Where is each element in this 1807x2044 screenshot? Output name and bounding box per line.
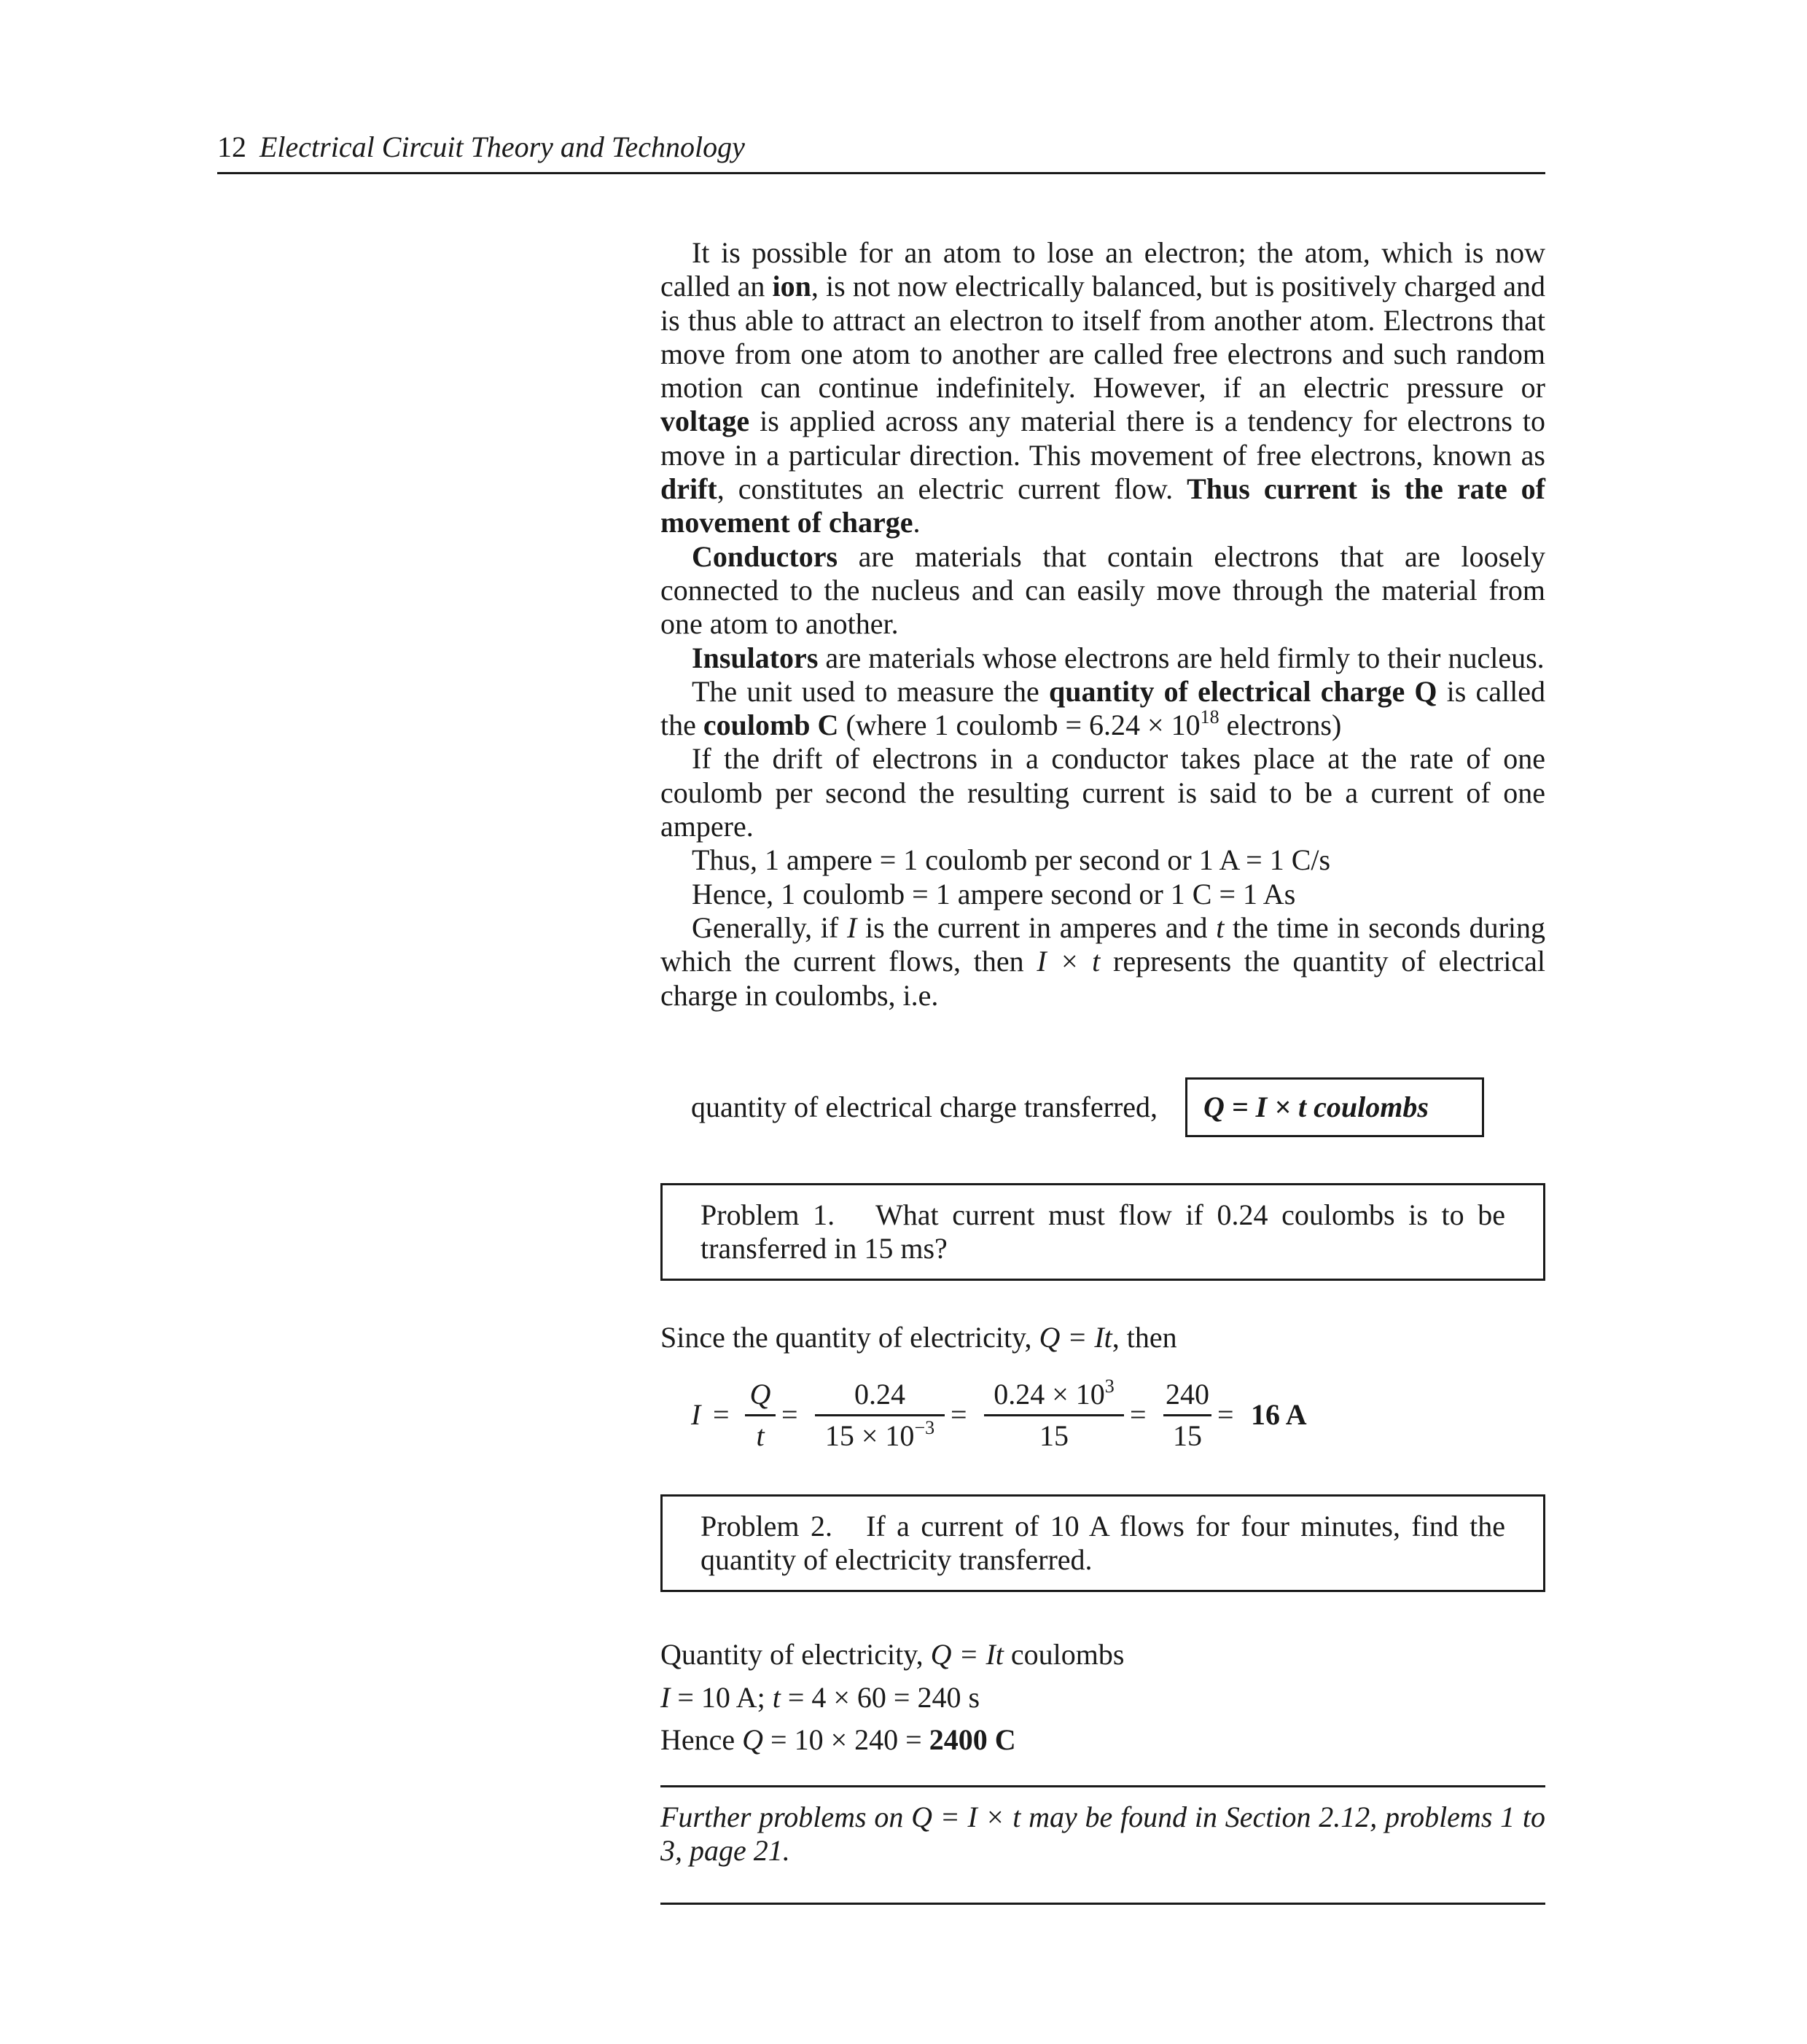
problem-1-box: [660, 1183, 1545, 1281]
paragraph-ampere: If the drift of electrons in a conductor takes place at the rate of one coulomb per second the resulting current is said to be a current of one ampere.: [660, 742, 1545, 843]
further-bottom-rule: [660, 1903, 1545, 1905]
solution-2-line-3: Hence Q = 10 × 240 = 2400 C: [660, 1723, 1016, 1756]
charge-formula: [691, 1077, 1566, 1143]
header-rule: [217, 172, 1545, 174]
problem-1-text: What current must flow if 0.24 coulombs is to be transferred in 15 ms?: [700, 1198, 1505, 1265]
running-header: [217, 130, 1544, 165]
further-problems-note: Further problems on Q = I × t may be found in Section 2.12, problems 1 to 3, page 21.: [660, 1801, 1545, 1867]
eq-result: 16 A: [1251, 1398, 1307, 1431]
solution-2-line-2: I = 10 A; t = 4 × 60 = 240 s: [660, 1681, 980, 1714]
paragraph-insulators: Insulators are materials whose electrons are held firmly to their nucleus.: [692, 641, 1545, 674]
fraction-0-24e3: $0.24 \times 10^3$ 15: [984, 1378, 1124, 1453]
paragraph-coulomb: The unit used to measure the quantity of electrical charge Q is called the coulomb C (where 1 coulomb = $6.24 \times 10^{18}$ electrons): [660, 674, 1545, 742]
fraction-240-15: 240 15: [1163, 1378, 1211, 1453]
solution-1-intro: Since the quantity of electricity, Q = It, then: [660, 1321, 1177, 1354]
book-title: Electrical Circuit Theory and Technology: [259, 130, 745, 163]
paragraph-conductors: Conductors are materials that contain electrons that are loosely connected to the nucleus and can easily move through the material from one atom to another.: [660, 539, 1545, 641]
body-text: [660, 236, 1545, 1013]
paragraph-thus: Thus, 1 ampere = 1 coulomb per second or 1 A = 1 C/s: [692, 843, 1331, 877]
solution-2-line-1: Quantity of electricity, Q = It coulombs: [660, 1638, 1125, 1671]
formula-label: quantity of electrical charge transferred,: [691, 1091, 1158, 1123]
paragraph-generally: Generally, if I is the current in amperes and t the time in seconds during which the current flows, then I × t represents the quantity of electrical charge in coulombs, i.e.: [660, 910, 1546, 1012]
fraction-q-over-t: Q t: [745, 1378, 776, 1453]
paragraph-hence: Hence, 1 coulomb = 1 ampere second or 1 C = 1 As: [692, 877, 1296, 910]
boxed-formula: Q = I × t coulombs: [1185, 1077, 1484, 1137]
problem-1-label: Problem 1.: [700, 1198, 835, 1231]
paragraph-ion: It is possible for an atom to lose an electron; the atom, which is now called an ion, is not now electrically balanced, but is positively charged and is thus able to attract an electron to itself from another atom. Electrons that move from one atom to another are called free electrons and such random motion can continue indefinitely. However, if an electric pressure or voltage is applied across any material there is a tendency for electrons to move in a particular direction. This movement of free electrons, known as drift, constitutes an electric current flow. Thus current is the rate of movement of charge.: [660, 236, 1545, 539]
fraction-0-24: 0.24 $15 \times 10^{-3}$: [815, 1378, 945, 1453]
problem-2-label: Problem 2.: [700, 1510, 832, 1542]
further-top-rule: [660, 1785, 1545, 1787]
page-number: 12: [217, 130, 246, 163]
problem-2-box: [660, 1494, 1545, 1592]
eq-lhs: I: [691, 1398, 701, 1431]
problem-2-text: If a current of 10 A flows for four minutes, find the quantity of electricity transferred.: [700, 1510, 1506, 1576]
